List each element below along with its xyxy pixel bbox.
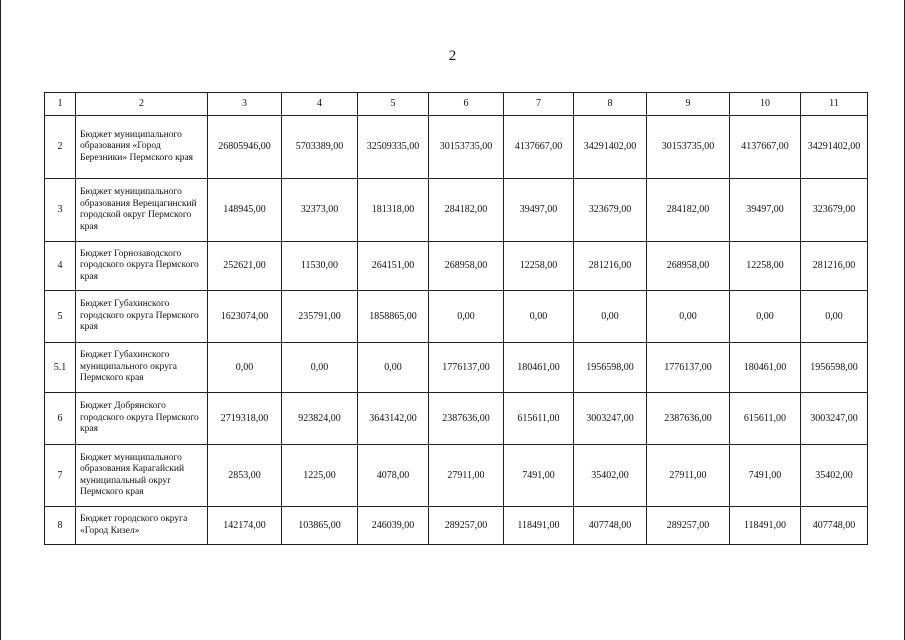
- value-cell: 4078,00: [358, 445, 429, 507]
- table-header-row: [45, 93, 868, 116]
- column-header: 11: [801, 93, 868, 116]
- value-cell: 35402,00: [574, 445, 647, 507]
- value-cell: 1623074,00: [208, 291, 282, 343]
- column-header: 8: [574, 93, 647, 116]
- column-header: 2: [76, 93, 208, 116]
- value-cell: 3643142,00: [358, 393, 429, 445]
- table-row: [45, 291, 868, 343]
- budget-name: Бюджет муниципального образования Карагайский муниципальный округ Пермского края: [76, 445, 208, 507]
- value-cell: 142174,00: [208, 507, 282, 545]
- value-cell: 0,00: [358, 343, 429, 393]
- value-cell: 0,00: [208, 343, 282, 393]
- column-header: 3: [208, 93, 282, 116]
- table-row: [45, 507, 868, 545]
- value-cell: 1776137,00: [647, 343, 730, 393]
- value-cell: 246039,00: [358, 507, 429, 545]
- column-header: 4: [282, 93, 358, 116]
- value-cell: 12258,00: [504, 242, 574, 291]
- value-cell: 181318,00: [358, 179, 429, 242]
- scan-left-edge: [0, 0, 1, 640]
- value-cell: 7491,00: [504, 445, 574, 507]
- value-cell: 323679,00: [801, 179, 868, 242]
- value-cell: 281216,00: [574, 242, 647, 291]
- value-cell: 0,00: [504, 291, 574, 343]
- page-number: 2: [448, 48, 457, 64]
- table-row: [45, 445, 868, 507]
- value-cell: 268958,00: [429, 242, 504, 291]
- value-cell: 407748,00: [801, 507, 868, 545]
- value-cell: 39497,00: [504, 179, 574, 242]
- budget-name: Бюджет Губахинского муниципального округа Пермского края: [76, 343, 208, 393]
- value-cell: 923824,00: [282, 393, 358, 445]
- row-number: 2: [45, 116, 76, 179]
- row-number: 6: [45, 393, 76, 445]
- value-cell: 118491,00: [730, 507, 801, 545]
- value-cell: 30153735,00: [429, 116, 504, 179]
- value-cell: 34291402,00: [801, 116, 868, 179]
- value-cell: 4137667,00: [504, 116, 574, 179]
- budget-name: Бюджет муниципального образования «Город Березники» Пермского края: [76, 116, 208, 179]
- value-cell: 284182,00: [429, 179, 504, 242]
- value-cell: 180461,00: [504, 343, 574, 393]
- value-cell: 0,00: [574, 291, 647, 343]
- value-cell: 2719318,00: [208, 393, 282, 445]
- value-cell: 615611,00: [730, 393, 801, 445]
- value-cell: 268958,00: [647, 242, 730, 291]
- value-cell: 1776137,00: [429, 343, 504, 393]
- value-cell: 1858865,00: [358, 291, 429, 343]
- value-cell: 32373,00: [282, 179, 358, 242]
- value-cell: 1225,00: [282, 445, 358, 507]
- value-cell: 12258,00: [730, 242, 801, 291]
- row-number: 8: [45, 507, 76, 545]
- value-cell: 0,00: [647, 291, 730, 343]
- column-header: 10: [730, 93, 801, 116]
- budget-name: Бюджет Добрянского городского округа Пермского края: [76, 393, 208, 445]
- value-cell: 5703389,00: [282, 116, 358, 179]
- table-row: [45, 116, 868, 179]
- column-header: 9: [647, 93, 730, 116]
- value-cell: 2387636,00: [429, 393, 504, 445]
- value-cell: 27911,00: [647, 445, 730, 507]
- value-cell: 407748,00: [574, 507, 647, 545]
- value-cell: 289257,00: [647, 507, 730, 545]
- budget-name: Бюджет Горнозаводского городского округа Пермского края: [76, 242, 208, 291]
- value-cell: 26805946,00: [208, 116, 282, 179]
- value-cell: 27911,00: [429, 445, 504, 507]
- budget-name: Бюджет муниципального образования Верещагинский городской округ Пермского края: [76, 179, 208, 242]
- value-cell: 11530,00: [282, 242, 358, 291]
- row-number: 3: [45, 179, 76, 242]
- value-cell: 180461,00: [730, 343, 801, 393]
- value-cell: 148945,00: [208, 179, 282, 242]
- value-cell: 0,00: [282, 343, 358, 393]
- row-number: 5: [45, 291, 76, 343]
- value-cell: 284182,00: [647, 179, 730, 242]
- column-header: 1: [45, 93, 76, 116]
- value-cell: 0,00: [730, 291, 801, 343]
- column-header: 6: [429, 93, 504, 116]
- value-cell: 1956598,00: [801, 343, 868, 393]
- value-cell: 0,00: [429, 291, 504, 343]
- value-cell: 2853,00: [208, 445, 282, 507]
- value-cell: 4137667,00: [730, 116, 801, 179]
- value-cell: 289257,00: [429, 507, 504, 545]
- value-cell: 1956598,00: [574, 343, 647, 393]
- table-row: [45, 242, 868, 291]
- value-cell: 34291402,00: [574, 116, 647, 179]
- value-cell: 35402,00: [801, 445, 868, 507]
- value-cell: 264151,00: [358, 242, 429, 291]
- value-cell: 103865,00: [282, 507, 358, 545]
- value-cell: 252621,00: [208, 242, 282, 291]
- value-cell: 0,00: [801, 291, 868, 343]
- row-number: 5.1: [45, 343, 76, 393]
- budget-name: Бюджет городского округа «Город Кизел»: [76, 507, 208, 545]
- value-cell: 235791,00: [282, 291, 358, 343]
- table-row: [45, 179, 868, 242]
- value-cell: 615611,00: [504, 393, 574, 445]
- value-cell: 39497,00: [730, 179, 801, 242]
- budget-table: [44, 92, 868, 545]
- column-header: 5: [358, 93, 429, 116]
- value-cell: 7491,00: [730, 445, 801, 507]
- value-cell: 323679,00: [574, 179, 647, 242]
- value-cell: 2387636,00: [647, 393, 730, 445]
- value-cell: 32509335,00: [358, 116, 429, 179]
- table-row: [45, 343, 868, 393]
- row-number: 4: [45, 242, 76, 291]
- column-header: 7: [504, 93, 574, 116]
- value-cell: 118491,00: [504, 507, 574, 545]
- budget-name: Бюджет Губахинского городского округа Пермского края: [76, 291, 208, 343]
- value-cell: 281216,00: [801, 242, 868, 291]
- table-row: [45, 393, 868, 445]
- value-cell: 30153735,00: [647, 116, 730, 179]
- row-number: 7: [45, 445, 76, 507]
- value-cell: 3003247,00: [574, 393, 647, 445]
- value-cell: 3003247,00: [801, 393, 868, 445]
